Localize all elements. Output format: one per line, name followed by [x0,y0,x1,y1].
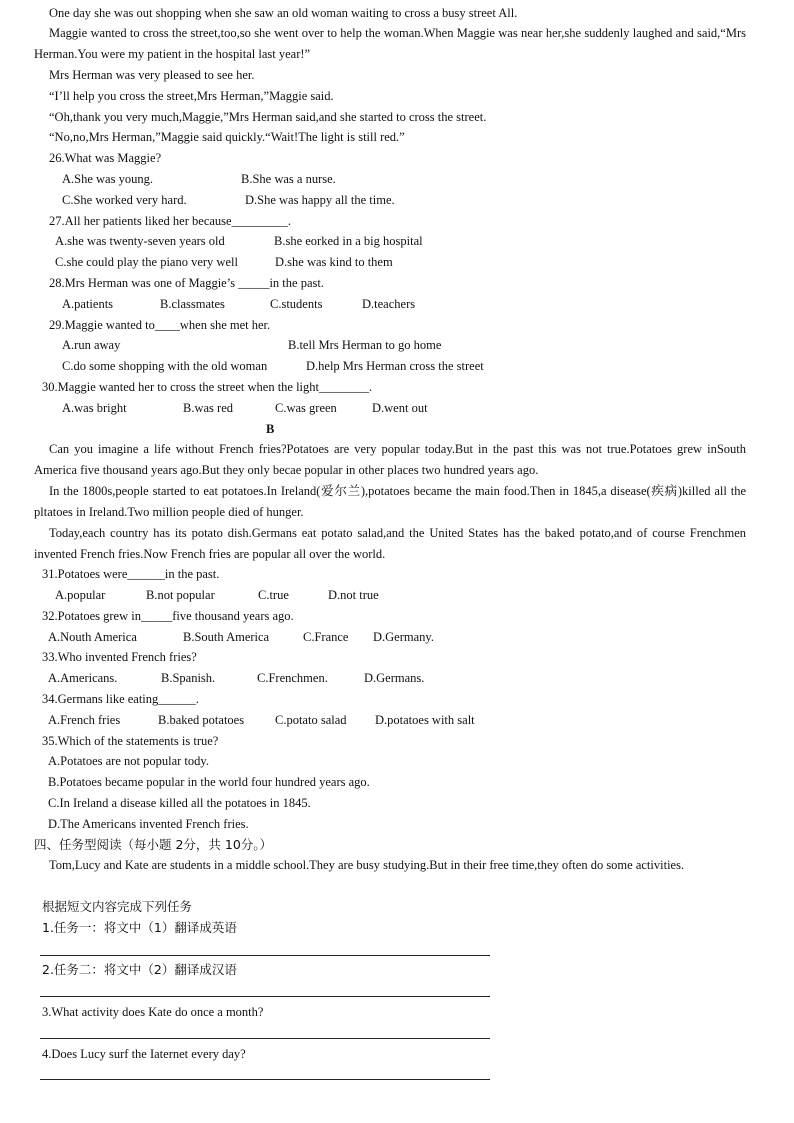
option-c: C.potato salad [275,713,347,727]
option-b: B.classmates [160,297,225,311]
option-b: B.Potatoes became popular in the world four hundred years ago. [48,775,370,789]
question-stem: 27.All her patients liked her because_________. [49,214,291,228]
option-d: D.The Americans invented French fries. [48,817,249,831]
option-a: A.Potatoes are not popular tody. [48,754,209,768]
section4-heading: 四、任务型阅读（每小题 2分，共 10分。） [34,837,273,852]
option-d: D.teachers [362,297,416,311]
passage-a-p4: “I’ll help you cross the street,Mrs Herman,”Maggie said. [49,89,334,103]
option-a: A.patients [62,297,114,311]
question-stem: 29.Maggie wanted to____when she met her. [49,318,271,332]
option-c: C.she could play the piano very well [55,255,238,269]
option-d: D.help Mrs Herman cross the street [306,359,484,373]
option-d: D.Germans. [364,671,425,685]
option-b: B.not popular [146,588,215,602]
option-c: C.true [258,588,289,602]
option-c: C.was green [275,401,337,415]
option-a: A.Nouth America [48,630,137,644]
option-d: D.Germany. [373,630,434,644]
option-c: C.She worked very hard. [62,193,187,207]
option-d: D.she was kind to them [275,255,393,269]
option-b: B.Spanish. [161,671,216,685]
option-b: B.She was a nurse. [241,172,336,186]
question-stem: 32.Potatoes grew in_____five thousand years ago. [42,609,294,623]
section4-instruction: 根据短文内容完成下列任务 [42,899,193,914]
passage-a-p5: “Oh,thank you very much,Maggie,”Mrs Herman said,and she started to cross the street. [49,110,487,124]
question-stem: 34.Germans like eating______. [42,692,199,706]
option-a: A.she was twenty-seven years old [55,234,225,248]
option-a: A.was bright [62,401,127,415]
option-d: D.She was happy all the time. [245,193,395,207]
option-b: B.she eorked in a big hospital [274,234,423,248]
option-b: B.South America [183,630,270,644]
answer-line-1[interactable] [40,955,490,956]
question-stem: 33.Who invented French fries? [42,650,197,664]
section-b-heading: B [266,422,275,436]
answer-line-4[interactable] [40,1079,490,1080]
option-d: D.not true [328,588,379,602]
option-a: A.Americans. [48,671,118,685]
passage-a-p3: Mrs Herman was very pleased to see her. [49,68,255,82]
option-c: C.do some shopping with the old woman [62,359,268,373]
question-stem: 31.Potatoes were______in the past. [42,567,220,581]
option-c: C.students [270,297,323,311]
passage-a-p1: One day she was out shopping when she saw an old woman waiting to cross a busy street All. [49,6,518,20]
task-2: 2.任务二：将文中（2）翻译成汉语 [42,962,237,977]
option-b: B.tell Mrs Herman to go home [288,338,442,352]
option-d: D.went out [372,401,428,415]
option-b: B.baked potatoes [158,713,245,727]
option-a: A.She was young. [62,172,153,186]
question-stem: 28.Mrs Herman was one of Maggie’s _____in the past. [49,276,324,290]
option-c: C.Frenchmen. [257,671,328,685]
question-stem: 35.Which of the statements is true? [42,734,219,748]
option-c: C.France [303,630,349,644]
option-a: A.French fries [48,713,121,727]
option-d: D.potatoes with salt [375,713,475,727]
task-1: 1.任务一：将文中（1）翻译成英语 [42,920,237,935]
passage-a-p6: “No,no,Mrs Herman,”Maggie said quickly.“Wait!The light is still red.” [49,130,405,144]
passage-b-p1: Can you imagine a life without French fries?Potatoes are very popular today.But in the past this was not true.Potatoes grew inSouth America five thousand years ago.But they only becae popular in other places two hundred years ago. [34,442,746,477]
task-4: 4.Does Lucy surf the Iaternet every day? [42,1047,246,1061]
passage-b-p2: In the 1800s,people started to eat potatoes.In Ireland(爱尔兰),potatoes became the main food.Then in 1845,a disease(疾病)killed all the pltatoes in Ireland.Two million people died of hunger. [34,484,746,519]
passage-b-p3: Today,each country has its potato dish.Germans eat potato salad,and the United States has the baked potato,and of course Frenchmen invented French fries.Now French fries are popular all over the world. [34,526,746,561]
answer-line-2[interactable] [40,996,490,997]
answer-line-3[interactable] [40,1038,490,1039]
option-a: A.popular [55,588,106,602]
section4-passage: Tom,Lucy and Kate are students in a middle school.They are busy studying.But in their free time,they often do some activities. [49,858,685,872]
option-c: C.In Ireland a disease killed all the potatoes in 1845. [48,796,311,810]
question-stem: 26.What was Maggie? [49,151,162,165]
task-3: 3.What activity does Kate do once a month? [42,1005,264,1019]
passage-a-p2: Maggie wanted to cross the street,too,so she went over to help the woman.When Maggie was near her,she suddenly laughed and said,“Mrs Herman.You were my patient in the hospital last year!” [34,26,746,61]
option-b: B.was red [183,401,233,415]
question-stem: 30.Maggie wanted her to cross the street when the light________. [42,380,373,394]
option-a: A.run away [62,338,121,352]
